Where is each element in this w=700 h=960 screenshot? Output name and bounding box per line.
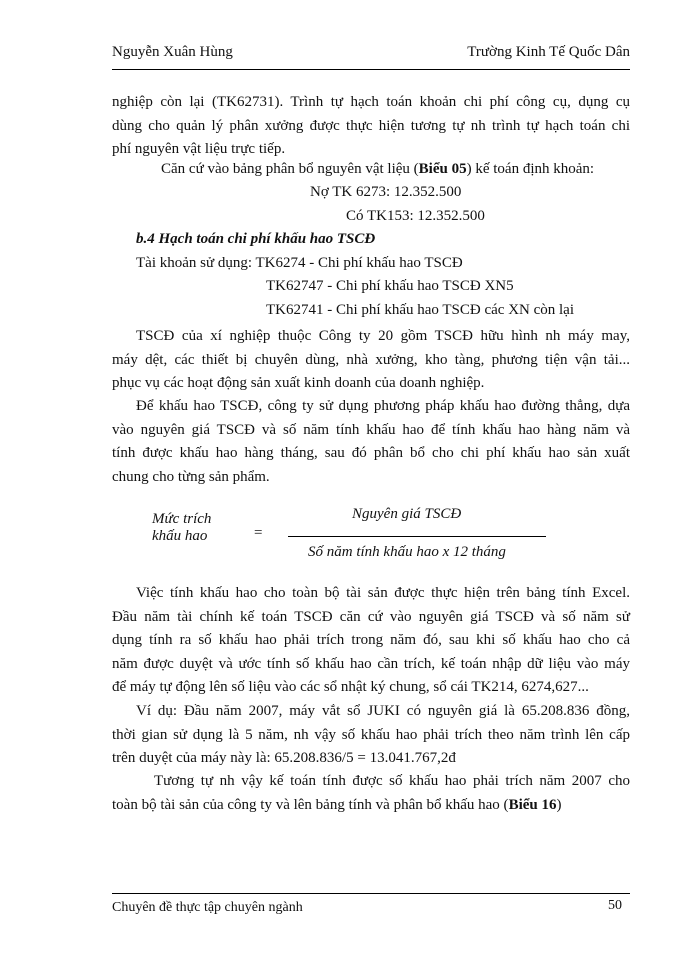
text-span: toàn bộ tài sản của công ty và lên bảng tính và phân bổ khấu hao ( — [112, 796, 509, 813]
exhibit-ref-05: Biểu 05 — [418, 161, 467, 177]
paragraph-4 — [112, 395, 630, 489]
formula-lhs-line-1: Mức trích — [152, 511, 212, 527]
text-line: nghiệp còn lại (TK62731). Trình tự hạch toán khoản chi phí công cụ, dụng cụ — [112, 94, 630, 110]
text-line: phục vụ các hoạt động sản xuất kinh doanh của doanh nghiệp. — [112, 375, 485, 391]
exhibit-ref-16: Biểu 16 — [508, 796, 557, 813]
text-line: máy dệt, các thiết bị chuyên dùng, nhà xưởng, kho tàng, phương tiện vận tải... — [112, 351, 630, 368]
text-line: Để khấu hao TSCĐ, công ty sử dụng phương pháp khấu hao đường thẳng, dựa — [136, 398, 630, 414]
text-line: phí nguyên vật liệu trực tiếp. — [112, 141, 286, 157]
footer-rule — [112, 893, 630, 894]
text-line: trên duyệt của máy này là: 65.208.836/5 = 13.041.767,2đ — [112, 750, 456, 766]
header-author: Nguyễn Xuân Hùng — [112, 44, 233, 60]
section-heading: b.4 Hạch toán chi phí khấu hao TSCĐ — [136, 231, 376, 247]
formula-lhs-line-2: khấu hao — [152, 528, 208, 544]
text-line: để máy tự động lên số liệu vào các sổ nhật ký chung, sổ cái TK214, 6274,627... — [112, 679, 589, 695]
text-line: dùng cho quản lý phân xưởng được thực hiện tương tự nh trình tự hạch toán chi — [112, 117, 630, 134]
formula-lhs — [152, 511, 211, 545]
text-line: chung cho từng sản phẩm. — [112, 468, 270, 485]
footer-text: Chuyên đề thực tập chuyên ngành — [112, 900, 303, 915]
text-line: Việc tính khấu hao cho toàn bộ tài sản được thực hiện trên bảng tính Excel. — [136, 585, 630, 601]
text-line: Tương tự nh vậy kế toán tính được số khấu hao phải trích năm 2007 cho — [154, 773, 630, 789]
paragraph-7 — [112, 770, 630, 817]
page-number: 50 — [608, 898, 622, 913]
paragraph-1 — [112, 91, 630, 162]
text-line: Ví dụ: Đầu năm 2007, máy vắt sổ JUKI có nguyên giá là 65.208.836 đồng, — [136, 703, 630, 719]
fraction-bar — [288, 536, 546, 537]
text-line: năm được duyệt và ước tính số khấu hao cần trích, kế toán nhập dữ liệu vào máy — [112, 655, 630, 672]
paragraph-5 — [112, 582, 630, 700]
formula-equals: = — [254, 525, 263, 541]
text-span: ) — [556, 796, 562, 813]
formula-numerator: Nguyên giá TSCĐ — [352, 506, 462, 522]
accounts-line-1: Tài khoản sử dụng: TK6274 - Chi phí khấu hao TSCĐ — [136, 255, 463, 271]
text-span: Căn cứ vào bảng phân bổ nguyên vật liệu ( — [161, 161, 419, 177]
text-line: TSCĐ của xí nghiệp thuộc Công ty 20 gồm TSCĐ hữu hình nh máy may, — [136, 328, 630, 344]
paragraph-6 — [112, 700, 630, 771]
entry-debit: Nợ TK 6273: 12.352.500 — [310, 184, 462, 200]
header-rule — [112, 69, 630, 70]
paragraph-2 — [161, 161, 594, 178]
accounts-line-3: TK62741 - Chi phí khấu hao TSCĐ các XN còn lại — [266, 302, 575, 318]
text-line: tính được khấu hao hàng tháng, sau đó phân bổ cho chi phí khấu hao sản xuất — [112, 445, 630, 461]
formula-denominator: Số năm tính khấu hao x 12 tháng — [308, 544, 506, 560]
accounts-line-2: TK62747 - Chi phí khấu hao TSCĐ XN5 — [266, 278, 514, 294]
header-school: Trường Kinh Tế Quốc Dân — [467, 44, 630, 60]
entry-credit: Có TK153: 12.352.500 — [346, 208, 485, 224]
text-line: thời gian sử dụng là 5 năm, nh vậy số khấu hao phải trích theo năm trình lên cấp — [112, 726, 630, 743]
text-line: vào nguyên giá TSCĐ và số năm tính khấu hao để tính khấu hao hàng năm và — [112, 421, 630, 438]
text-line: Đầu năm tài chính kế toán TSCĐ căn cứ vào nguyên giá TSCĐ và số năm sử — [112, 608, 630, 625]
text-line — [112, 794, 630, 818]
text-span: ) kế toán định khoản: — [466, 161, 595, 177]
text-line: dụng tính ra số khấu hao phải trích trong năm đó, sau khi số khấu hao cho cả — [112, 632, 630, 648]
paragraph-3 — [112, 325, 630, 396]
page-header — [112, 44, 630, 66]
